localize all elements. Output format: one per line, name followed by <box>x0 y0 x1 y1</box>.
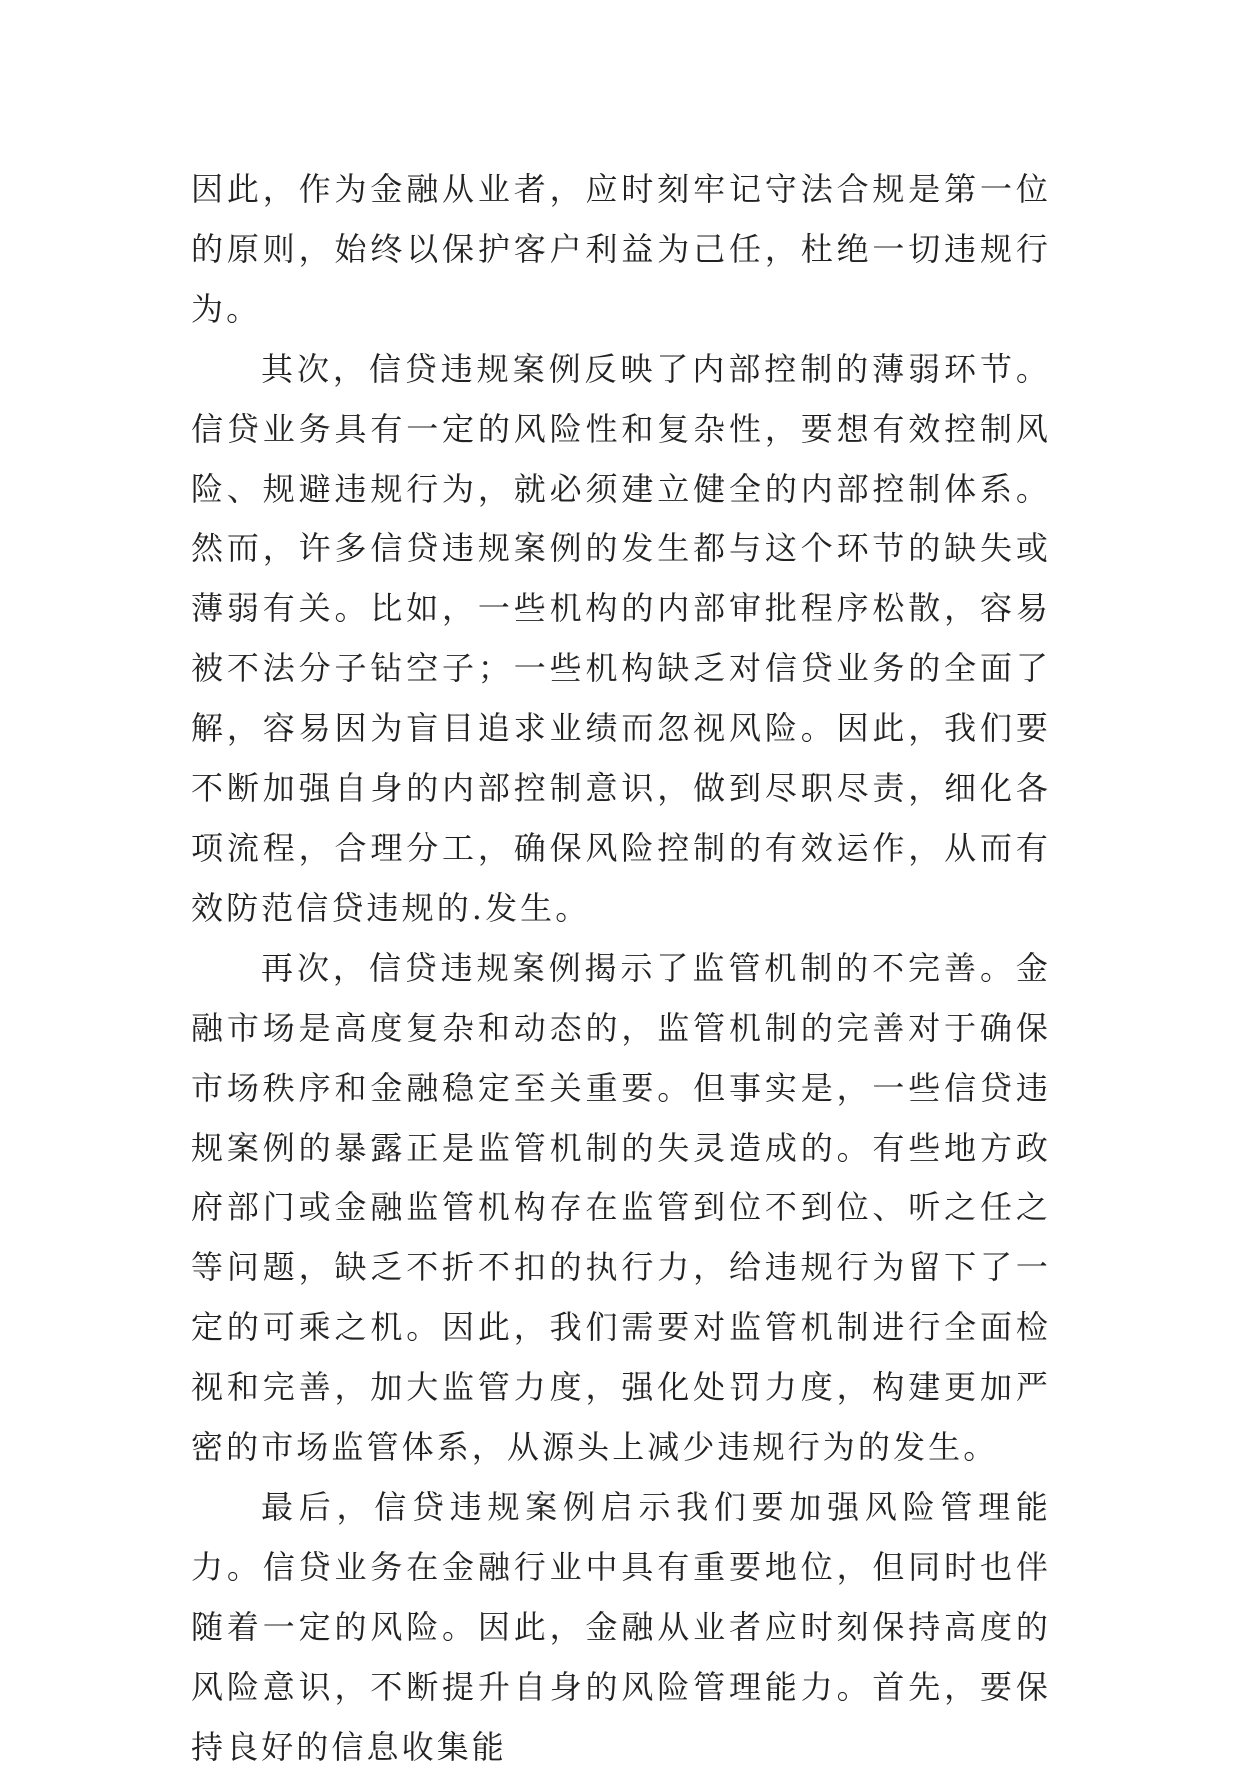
paragraph-3: 再次，信贷违规案例揭示了监管机制的不完善。金融市场是高度复杂和动态的，监管机制的完善对于确保市场秩序和金融稳定至关重要。但事实是，一些信贷违规案例的暴露正是监管机制的失灵造成的。有些地方政府部门或金融监管机构存在监管到位不到位、听之任之等问题，缺乏不折不扣的执行力，给违规行为留下了一定的可乘之机。因此，我们需要对监管机制进行全面检视和完善，加大监管力度，强化处罚力度，构建更加严密的市场监管体系，从源头上减少违规行为的发生。 <box>191 948 1051 1467</box>
paragraph-4: 最后，信贷违规案例启示我们要加强风险管理能力。信贷业务在金融行业中具有重要地位，但同时也伴随着一定的风险。因此，金融从业者应时刻保持高度的风险意识，不断提升自身的风险管理能力。首先，要保持良好的信息收集能 <box>191 1487 1051 1766</box>
document-body <box>191 160 1051 1777</box>
paragraph-2: 其次，信贷违规案例反映了内部控制的薄弱环节。信贷业务具有一定的风险性和复杂性，要想有效控制风险、规避违规行为，就必须建立健全的内部控制体系。然而，许多信贷违规案例的发生都与这个环节的缺失或薄弱有关。比如，一些机构的内部审批程序松散，容易被不法分子钻空子；一些机构缺乏对信贷业务的全面了解，容易因为盲目追求业绩而忽视风险。因此，我们要不断加强自身的内部控制意识，做到尽职尽责，细化各项流程，合理分工，确保风险控制的有效运作，从而有效防范信贷违规的.发生。 <box>191 349 1051 927</box>
paragraph-1: 因此，作为金融从业者，应时刻牢记守法合规是第一位的原则，始终以保护客户利益为己任，杜绝一切违规行为。 <box>191 170 1051 328</box>
